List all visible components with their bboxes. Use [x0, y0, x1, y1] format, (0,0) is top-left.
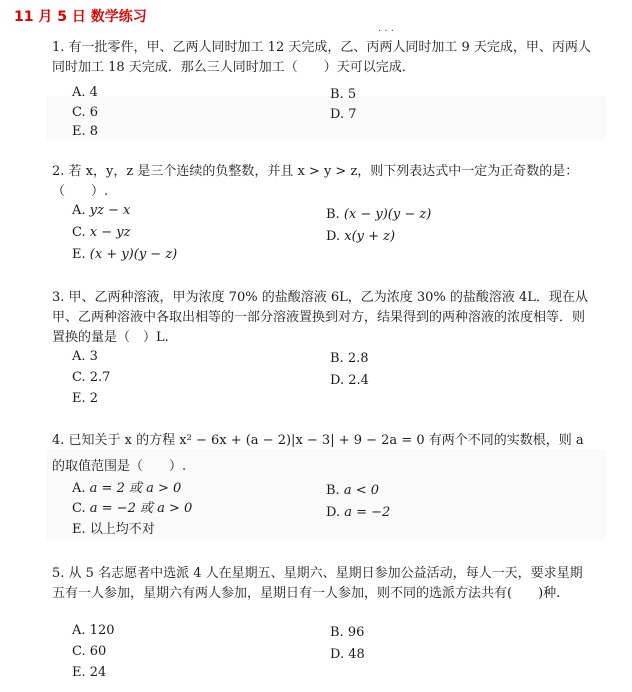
question-number: 3.: [52, 290, 65, 305]
option-b[interactable]: B. 2.8: [330, 351, 369, 366]
question-4: [52, 428, 592, 480]
option-a[interactable]: A. 120: [72, 623, 115, 638]
option-a[interactable]: A. yz − x: [72, 203, 131, 218]
option-c[interactable]: C. a = −2 或 a > 0: [72, 501, 193, 516]
question-stem: 从 5 名志愿者中选派 4 人在星期五、星期六、星期日参加公益活动，每人一天，要求星期五有一人参加，星期六有两人参加，星期日有一人参加，则不同的选派方法共有( )种.: [52, 566, 583, 601]
question-1: [52, 38, 592, 78]
decorative-dots: · · ·: [378, 26, 394, 37]
option-e[interactable]: E. 8: [72, 124, 99, 139]
option-c[interactable]: C. x − yz: [72, 225, 131, 240]
option-e[interactable]: E. (x + y)(y − z): [72, 247, 178, 262]
option-e[interactable]: E. 以上均不对: [72, 522, 155, 537]
question-2: [52, 162, 592, 202]
option-b[interactable]: B. (x − y)(y − z): [326, 207, 432, 222]
scan-shade: [46, 96, 606, 140]
option-c[interactable]: C. 6: [72, 105, 99, 120]
question-number: 1.: [52, 40, 65, 55]
option-d[interactable]: D. 2.4: [330, 373, 369, 388]
option-a[interactable]: A. 3: [72, 349, 98, 364]
option-c[interactable]: C. 60: [72, 644, 107, 659]
question-stem: 已知关于 x 的方程 x² − 6x + (a − 2)|x − 3| + 9 − 2a = 0 有两个不同的实数根，则 a 的取值范围是（ ）.: [52, 433, 584, 474]
question-3: [52, 288, 592, 348]
option-e[interactable]: E. 2: [72, 391, 99, 406]
question-stem: 若 x，y，z 是三个连续的负整数，并且 x > y > z，则下列表达式中一定为正奇数的是：（ ）.: [52, 164, 579, 199]
page-title: 11 月 5 日 数学练习: [14, 9, 147, 25]
option-b[interactable]: B. a < 0: [326, 483, 380, 498]
option-d[interactable]: D. x(y + z): [326, 229, 396, 244]
option-a[interactable]: A. a = 2 或 a > 0: [72, 481, 182, 496]
option-a[interactable]: A. 4: [72, 85, 98, 100]
question-number: 5.: [52, 566, 65, 581]
question-stem: 有一批零件，甲、乙两人同时加工 12 天完成，乙、丙两人同时加工 9 天完成，甲、丙两人同时加工 18 天完成．那么三人同时加工（ ）天可以完成．: [52, 40, 591, 75]
question-stem: 甲、乙两种溶液，甲为浓度 70% 的盐酸溶液 6L，乙为浓度 30% 的盐酸溶液 4L．现在从甲、乙两种溶液中各取出相等的一部分溶液置换到对方，结果得到的两种溶液的浓度相等．则置换的量是（ ）L.: [52, 290, 588, 345]
option-b[interactable]: B. 5: [330, 87, 357, 102]
question-5: [52, 564, 592, 604]
option-d[interactable]: D. a = −2: [326, 505, 391, 520]
question-number: 2.: [52, 164, 65, 179]
option-c[interactable]: C. 2.7: [72, 370, 111, 385]
option-d[interactable]: D. 48: [330, 647, 365, 662]
question-number: 4.: [52, 433, 65, 448]
option-e[interactable]: E. 24: [72, 665, 107, 680]
option-b[interactable]: B. 96: [330, 625, 365, 640]
option-d[interactable]: D. 7: [330, 107, 357, 122]
